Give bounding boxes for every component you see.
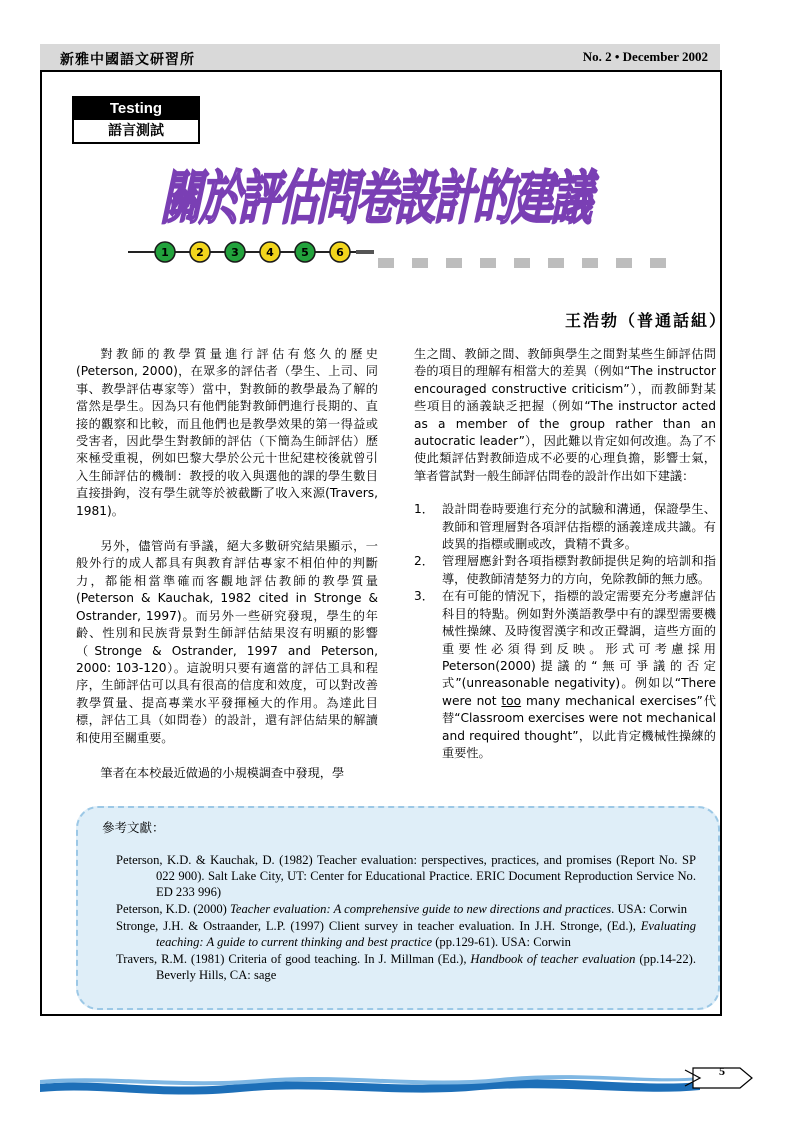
step-number-2: 2 xyxy=(196,246,204,259)
column-left xyxy=(76,346,378,782)
article-title-art xyxy=(150,150,630,232)
list-item-number: 1． xyxy=(414,502,434,517)
references-heading: 參考文獻： xyxy=(102,820,165,835)
list-item xyxy=(414,588,716,762)
reference-item xyxy=(116,918,696,950)
underlined-word: too xyxy=(501,693,522,708)
reference-text: . USA: Corwin xyxy=(611,902,688,916)
list-item-text: 設計問卷時要進行充分的試驗和溝通，保證學生、教師和管理層對各項評估指標的涵義達成共識。有歧異的指標或刪或改，貴精不貴多。 xyxy=(442,502,716,552)
list-item-text: many mechanical exercises”代替“Classroom exercises were not mechanical and required thought”，以此肯定機械性操練的重要性。 xyxy=(442,693,716,760)
step-number-4: 4 xyxy=(266,246,274,259)
article-title: 關於評估問卷設計的建議 xyxy=(157,164,590,232)
paragraph: 另外，儘管尚有爭議，絕大多數研究結果顯示，一般外行的成人都具有與教育評估專家不相伯仲的判斷力，都能相當準確而客觀地評估教師的教學質量(Peterson & Kauchak, 1982 cited in Stronge & Ostrander, 1997)。而另外一些研究發現，學生的年齡、性別和民族背景對生師評估結果沒有明顯的影響（Stronge & Ostrander, 1997 and Peterson, 2000: 103-120）。這說明只要有適當的評估工具和程序，生師評估可以具有很高的信度和效度，可以對改善教學質量、提高專業水平發揮極大的作用。為達此目標，評估工具（如問卷）的設計，還有評估結果的解讀和使用至關重要。 xyxy=(76,539,378,745)
step-number-5: 5 xyxy=(301,246,309,259)
column-right xyxy=(414,346,716,762)
step-number-6: 6 xyxy=(336,246,344,259)
reference-text: Stronge, J.H. & Ostraander, L.P. (1997) Client survey in teacher evaluation. In J.H. Stronge, (Ed.), xyxy=(116,919,641,933)
list-item-number: 3． xyxy=(414,589,434,604)
issue-info: No. 2 • December 2002 xyxy=(582,49,708,64)
step-number-1: 1 xyxy=(161,246,169,259)
suggestion-list xyxy=(414,501,716,762)
section-label-zh: 語言測試 xyxy=(108,123,164,139)
reference-title: Teacher evaluation: A comprehensive guide to new directions and practices xyxy=(230,902,612,916)
reference-item xyxy=(116,951,696,983)
step-number-3: 3 xyxy=(231,246,239,259)
dash-bar xyxy=(378,258,666,268)
reference-item xyxy=(116,852,696,900)
reference-title: Evaluating teaching: A guide to current thinking and best practice xyxy=(156,919,696,949)
reference-text: Travers, R.M. (1981) Criteria of good teaching. In J. Millman (Ed.), xyxy=(116,952,471,966)
list-item-number: 2． xyxy=(414,554,434,569)
reference-text: (pp.14-22). Beverly Hills, CA: sage xyxy=(156,952,696,982)
section-label-box xyxy=(72,96,200,144)
step-indicator xyxy=(128,238,688,272)
list-item xyxy=(414,553,716,588)
running-header xyxy=(40,44,720,70)
footer-wave-decoration xyxy=(40,1058,760,1098)
section-label-en: Testing xyxy=(74,98,198,120)
paragraph: 生之間、教師之間、教師與學生之間對某些生師評估問卷的項目的理解有相當大的差異（例如“The instructor encouraged constructive criticism”），而教師對某些項目的涵義缺乏把握（例如“The instructor acted as a member of the group rather than an autocratic leader”），因此難以肯定如何改進。為了不使此類評估對教師造成不必要的心理負擔，影響士氣，筆者嘗試對一般生師評估問卷的設計作出如下建議： xyxy=(414,347,716,483)
references-list xyxy=(116,852,696,984)
reference-text: Peterson, K.D. & Kauchak, D. (1982) Teacher evaluation: perspectives, practices, and promises (Report No. SP 022 900). Salt Lake City, UT: Center for Educational Practice. ERIC Document Reproduction Service No. ED 233 996) xyxy=(116,853,696,899)
list-item-text: 在有可能的情況下，指標的設定需要充分考慮評估科目的特點。例如對外漢語教學中有的課型需要機械性操練、及時復習漢字和改正聲調，這些方面的重要性必須得到反映。形式可考慮採用 Peterson(2000)提議的“無可爭議的否定式”(unreasonable negativity)。例如以“There were not xyxy=(442,589,716,708)
reference-text: Peterson, K.D. (2000) xyxy=(116,902,231,916)
list-item xyxy=(414,501,716,553)
references-box xyxy=(76,806,720,1010)
paragraph: 筆者在本校最近做過的小規模調查中發現，學 xyxy=(100,765,345,780)
publication-name: 新雅中國語文研習所 xyxy=(60,52,195,68)
reference-title: Handbook of teacher evaluation xyxy=(470,952,636,966)
paragraph: 對教師的教學質量進行評估有悠久的歷史(Peterson, 2000)，在眾多的評估者（學生、上司、同事、教學評估專家等）當中，對教師的教學最為了解的當然是學生。因為只有他們能對教師們進行長期的、直接的觀察和比較，而且他們也是教學效果的第一得益或受害者，因此學生對教師的評估（下簡為生師評估）歷來極受重視，例如巴黎大學於公元十世紀建校後就曾引入生師評估的機制：教授的收入與選他的課的學生數目直接掛鉤，沒有學生就等於被截斷了收入來源(Travers, 1981)。 xyxy=(76,347,378,518)
page-number: 5 xyxy=(719,1064,725,1078)
reference-item xyxy=(116,901,696,917)
author-byline: 王浩勃（普通話組） xyxy=(565,311,728,330)
list-item-text: 管理層應針對各項指標對教師提供足夠的培訓和指導，使教師清楚努力的方向，免除教師的無力感。 xyxy=(442,554,716,586)
reference-text: (pp.129-61). USA: Corwin xyxy=(432,935,571,949)
